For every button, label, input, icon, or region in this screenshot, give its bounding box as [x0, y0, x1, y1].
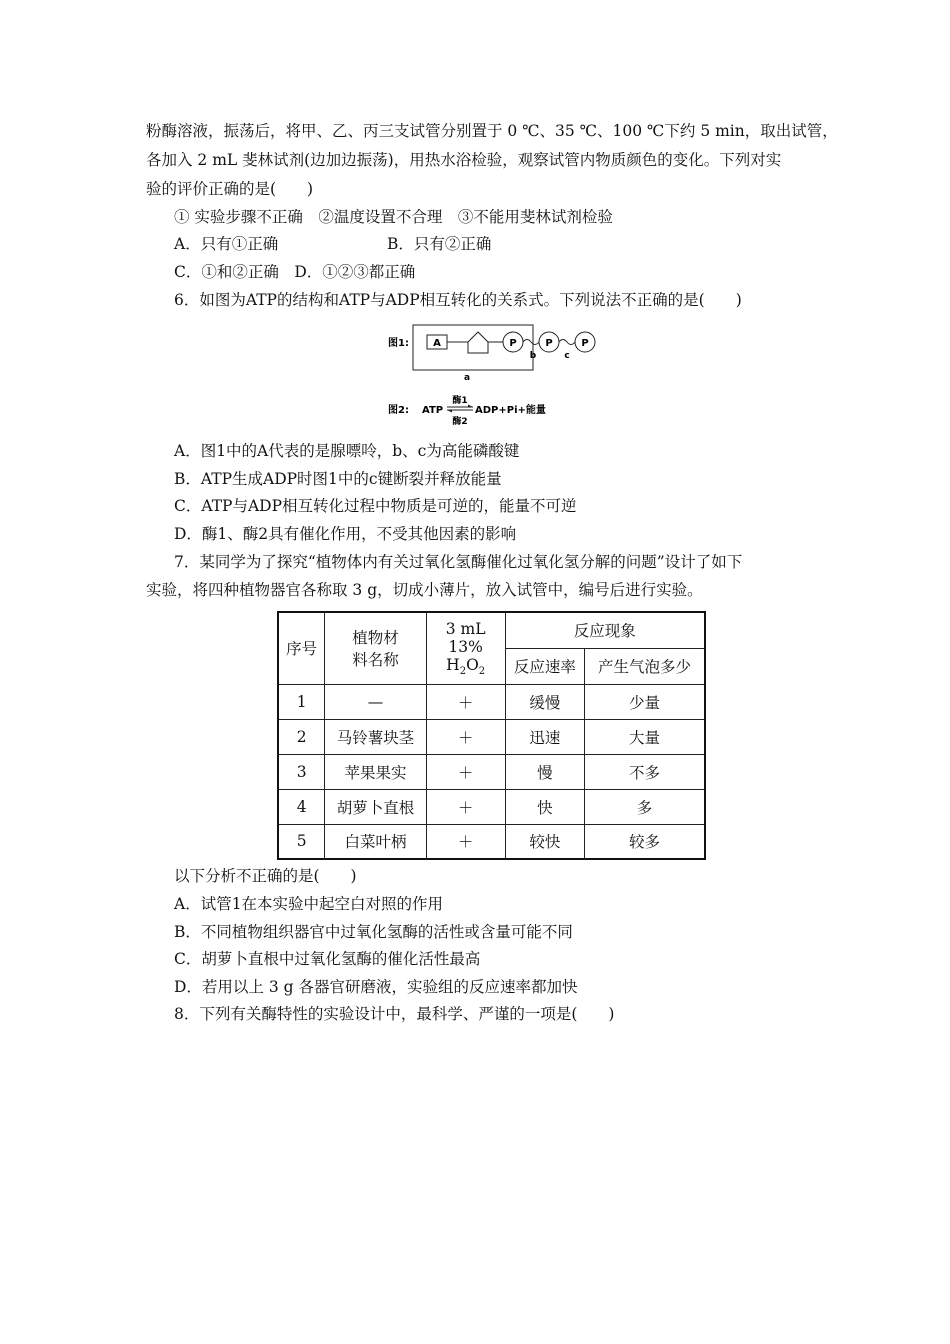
q7-option-a: A．试管1在本实验中起空白对照的作用: [174, 895, 444, 913]
header-reaction: 反应现象: [505, 612, 705, 648]
enzyme-2-label: 酶2: [452, 417, 468, 427]
bracket-a-label: a: [463, 373, 471, 383]
bond-b-label: b: [529, 351, 537, 361]
q7-option-d: D．若用以上 3 g 各器官研磨液，实验组的反应速率都加快: [174, 978, 578, 996]
reverse-arrowhead: [447, 410, 452, 413]
cell-rate: 快: [505, 789, 585, 824]
q6-option-d: D．酶1、酶2具有催化作用，不受其他因素的影响: [174, 525, 517, 543]
cell-rate: 迅速: [505, 719, 585, 754]
q5-option-a: A．只有①正确: [174, 235, 279, 253]
cell-material: 苹果果实: [325, 754, 426, 789]
header-number: 序号: [278, 612, 325, 684]
q5-statements: ① 实验步骤不正确 ②温度设置不合理 ③不能用斐林试剂检验: [174, 208, 613, 226]
cell-bubbles: 多: [585, 789, 705, 824]
cell-bubbles: 大量: [585, 719, 705, 754]
q5-intro-line-3: 验的评价正确的是( ): [146, 180, 314, 198]
cell-number: 2: [278, 719, 325, 754]
table-row: [278, 789, 705, 824]
forward-arrowhead: [468, 405, 473, 408]
cell-material: 胡萝卜直根: [325, 789, 426, 824]
q6-option-b: B．ATP生成ADP时图1中的c键断裂并释放能量: [174, 470, 502, 488]
q7-option-b: B．不同植物组织器官中过氧化氢酶的活性或含量可能不同: [174, 923, 573, 941]
q5-intro-line-1: 粉酶溶液，振荡后，将甲、乙、丙三支试管分别置于 0 ℃、35 ℃、100 ℃下约 5 min，取出试管，: [146, 122, 838, 140]
cell-number: 3: [278, 754, 325, 789]
fig1-label: 图1:: [388, 338, 409, 349]
q7-stem-line-1: 7．某同学为了探究“植物体内有关过氧化氢酶催化过氧化氢分解的问题”设计了如下: [174, 553, 743, 571]
cell-number: 4: [278, 789, 325, 824]
table-row: [278, 754, 705, 789]
cell-material: —: [325, 684, 426, 719]
cell-material: 白菜叶柄: [325, 824, 426, 859]
cell-h2o2: ＋: [426, 789, 505, 824]
header-h2o2-line-1: 3 mL 13%: [445, 619, 486, 656]
q7-analysis-stem: 以下分析不正确的是( ): [174, 867, 357, 885]
high-energy-bond-c: [559, 340, 575, 345]
cell-number: 5: [278, 824, 325, 859]
bond-c-label: c: [564, 351, 570, 361]
cell-rate: 慢: [505, 754, 585, 789]
header-h2o2-line-2: $H_2O_2$: [446, 655, 486, 677]
cell-rate: 缓慢: [505, 684, 585, 719]
table-row: [278, 684, 705, 719]
adenine-label: A: [433, 338, 441, 349]
cell-h2o2: ＋: [426, 719, 505, 754]
cell-bubbles: 不多: [585, 754, 705, 789]
q5-option-b: B．只有②正确: [387, 235, 492, 253]
fig2-products: ADP+Pi+能量: [475, 405, 546, 416]
cell-rate: 较快: [505, 824, 585, 859]
q6-option-c: C．ATP与ADP相互转化过程中物质是可逆的，能量不可逆: [174, 497, 577, 515]
experiment-table: [277, 611, 706, 860]
high-energy-bond-b: [523, 340, 539, 345]
cell-material: 马铃薯块茎: [325, 719, 426, 754]
header-material-line-1: 植物材: [352, 629, 399, 648]
q7-stem-line-2: 实验，将四种植物器官各称取 3 g，切成小薄片，放入试管中，编号后进行实验。: [146, 581, 703, 599]
q6-option-a: A．图1中的A代表的是腺嘌呤，b、c为高能磷酸键: [174, 442, 520, 460]
ribose-pentagon: [468, 332, 488, 353]
table-row: [278, 719, 705, 754]
header-rate: 反应速率: [505, 648, 585, 684]
header-material-line-2: 料名称: [352, 651, 399, 670]
fig2-label: 图2:: [388, 405, 409, 416]
phosphate-label: P: [509, 338, 517, 349]
cell-h2o2: ＋: [426, 824, 505, 859]
fig2-atp: ATP: [422, 405, 444, 416]
q8-stem: 8．下列有关酶特性的实验设计中，最科学、严谨的一项是( ): [174, 1005, 615, 1023]
header-bubbles: 产生气泡多少: [585, 648, 705, 684]
q7-option-c: C．胡萝卜直根中过氧化氢酶的催化活性最高: [174, 950, 481, 968]
phosphate-label: P: [581, 338, 589, 349]
cell-bubbles: 少量: [585, 684, 705, 719]
cell-h2o2: ＋: [426, 684, 505, 719]
cell-bubbles: 较多: [585, 824, 705, 859]
phosphate-label: P: [545, 338, 553, 349]
table-row: [278, 824, 705, 859]
cell-h2o2: ＋: [426, 754, 505, 789]
q5-intro-line-2: 各加入 2 mL 斐林试剂(边加边振荡)，用热水浴检验，观察试管内物质颜色的变化。下列对实: [146, 151, 782, 169]
cell-number: 1: [278, 684, 325, 719]
atp-figure: [380, 318, 640, 428]
header-h2o2: [426, 612, 505, 684]
header-material: [325, 612, 426, 684]
q6-stem: 6．如图为ATP的结构和ATP与ADP相互转化的关系式。下列说法不正确的是( ): [174, 291, 742, 309]
q5-option-cd: C．①和②正确 D．①②③都正确: [174, 263, 416, 281]
enzyme-1-label: 酶1: [452, 396, 468, 406]
